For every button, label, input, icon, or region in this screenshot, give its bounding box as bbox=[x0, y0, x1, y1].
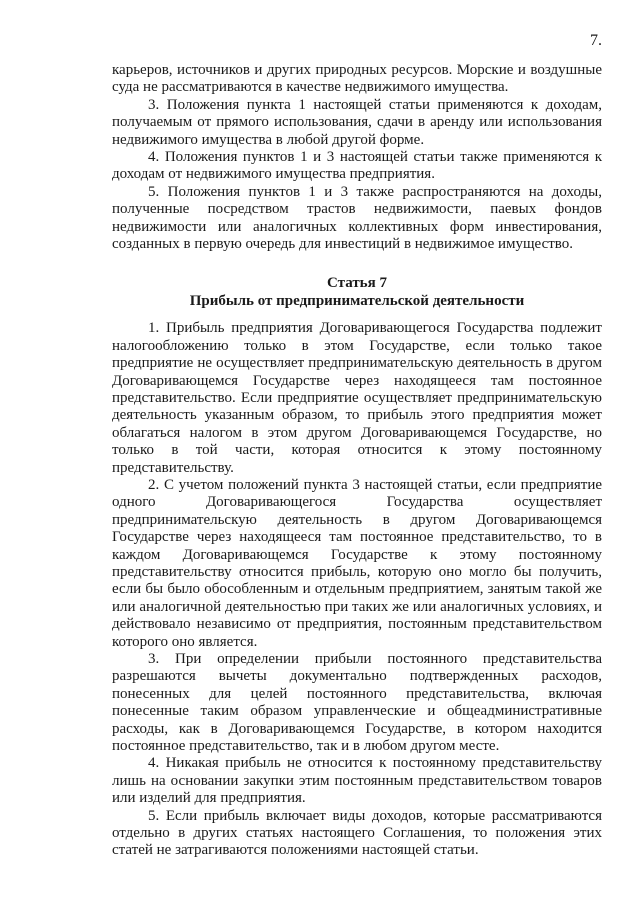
page-number: 7. bbox=[590, 32, 602, 49]
page-content bbox=[112, 62, 602, 860]
article-number: Статья 7 bbox=[327, 275, 387, 292]
article-paragraph: 4. Никакая прибыль не относится к постоянному представительству лишь на основании закупки этим постоянным представительством товаров или изделий для предприятия. bbox=[112, 755, 602, 807]
article-title: Прибыль от предпринимательской деятельности bbox=[189, 292, 525, 309]
intro-paragraph: 4. Положения пунктов 1 и 3 настоящей статьи также применяются к доходам от недвижимого имущества предприятия. bbox=[112, 149, 602, 183]
intro-paragraph: 5. Положения пунктов 1 и 3 также распространяются на доходы, полученные посредством трастов недвижимости, паевых фондов недвижимости или аналогичных коллективных форм инвестирования, созданных в первую очередь для инвестиций в недвижимое имущество. bbox=[112, 183, 602, 253]
article-paragraph: 1. Прибыль предприятия Договаривающегося Государства подлежит налогообложению только в этом Государстве, если только такое предприятие не осуществляет предпринимательскую деятельность в другом Договаривающемся Государстве через находящееся там постоянное представительство. Если предприятие осуществляет предпринимательскую деятельность указанным образом, то прибыль этого предприятия может облагаться налогом в этом другом Договаривающемся Государстве, но только в той части, которая относится к этому постоянному представительству. bbox=[112, 320, 602, 476]
article-paragraph: 3. При определении прибыли постоянного представительства разрешаются вычеты документально подтвержденных расходов, понесенных для целей постоянного представительства, включая понесенные таким образом управленческие и общеадминистративные расходы, как в Договаривающемся Государстве, в котором находится постоянное представительство, так и в любом другом месте. bbox=[112, 651, 602, 755]
intro-paragraph: 3. Положения пункта 1 настоящей статьи применяются к доходам, получаемым от прямого использования, сдачи в аренду или использования недвижимого имущества в любой другой форме. bbox=[112, 96, 602, 148]
intro-paragraph-continued: карьеров, источников и других природных ресурсов. Морские и воздушные суда не рассматриваются в качестве недвижимого имущества. bbox=[112, 62, 602, 96]
article-paragraph: 5. Если прибыль включает виды доходов, которые рассматриваются отдельно в других статьях настоящего Соглашения, то положения этих статей не затрагиваются положениями настоящей статьи. bbox=[112, 807, 602, 859]
article-paragraph: 2. С учетом положений пункта 3 настоящей статьи, если предприятие одного Договаривающегося Государства осуществляет предпринимательскую деятельность в другом Договаривающемся Государстве через находящееся там постоянное представительство, то в каждом Договаривающемся Государстве к этому постоянному представительству относится прибыль, которую оно могло бы получить, если бы было обособленным и отдельным предприятием, занятым такой же или аналогичной деятельностью при таких же или аналогичных условиях, и действовало независимо от предприятия, постоянным представительством которого оно является. bbox=[112, 476, 602, 650]
